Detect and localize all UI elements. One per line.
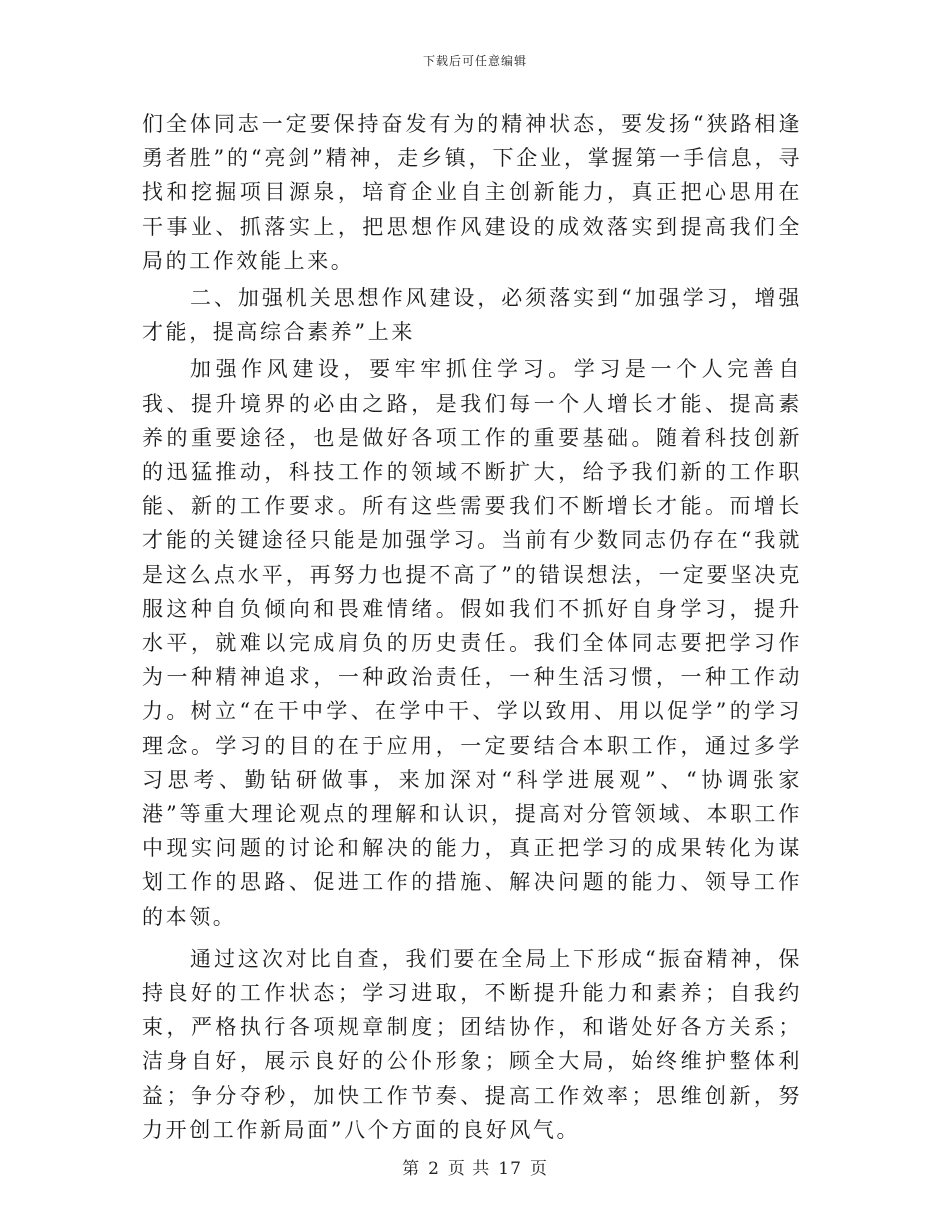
footer-middle: 页 共 <box>447 1159 491 1179</box>
section-heading: 二、加强机关思想作风建设，必须落实到“加强学习，增强才能，提高综合素养”上来 <box>142 286 802 345</box>
paragraph-conclusion: 通过这次对比自查，我们要在全局上下形成“振奋精神，保持良好的工作状态；学习进取，不断提升能力和素养；自我约束，严格执行各项规章制度；团结协作，和谐处好各方关系；洁身自好，展示良好的公仆形象；顾全大局，始终维护整体利益；争分夺秒，加快工作节奏、提高工作效率；思维创新，努力开创工作新局面”八个方面的良好风气。 <box>142 946 802 1142</box>
page-footer <box>0 1154 950 1179</box>
page-header: 下载后可任意编辑 <box>422 54 527 68</box>
document-body <box>142 107 802 1147</box>
footer-total-pages: 17 <box>498 1159 522 1179</box>
footer-page-number: 2 <box>428 1159 440 1179</box>
paragraph-continuation: 们全体同志一定要保持奋发有为的精神状态，要发扬“狭路相逢勇者胜”的“亮剑”精神，走乡镇，下企业，掌握第一手信息，寻找和挖掘项目源泉，培育企业自主创新能力，真正把心思用在干事业、抓落实上，把思想作风建设的成效落实到提高我们全局的工作效能上来。 <box>142 112 802 273</box>
footer-prefix: 第 <box>402 1159 421 1179</box>
paragraph-study: 加强作风建设，要牢牢抓住学习。学习是一个人完善自我、提升境界的必由之路，是我们每一个人增长才能、提高素养的重要途径，也是做好各项工作的重要基础。随着科技创新的迅猛推动，科技工作的领域不断扩大，给予我们新的工作职能、新的工作要求。所有这些需要我们不断增长才能。而增长才能的关键途径只能是加强学习。当前有少数同志仍存在“我就是这么点水平，再努力也提不高了”的错误想法，一定要坚决克服这种自负倾向和畏难情绪。假如我们不抓好自身学习，提升水平，就难以完成肩负的历史责任。我们全体同志要把学习作为一种精神追求，一种政治责任，一种生活习惯，一种工作动力。树立“在干中学、在学中干、学以致用、用以促学”的学习理念。学习的目的在于应用，一定要结合本职工作，通过多学习思考、勤钻研做事，来加深对“科学进展观”、“协调张家港”等重大理论观点的理解和认识，提高对分管领域、本职工作中现实问题的讨论和解决的能力，真正把学习的成果转化为谋划工作的思路、促进工作的措施、解决问题的能力、领导工作的本领。 <box>142 357 802 929</box>
footer-suffix: 页 <box>529 1159 548 1179</box>
